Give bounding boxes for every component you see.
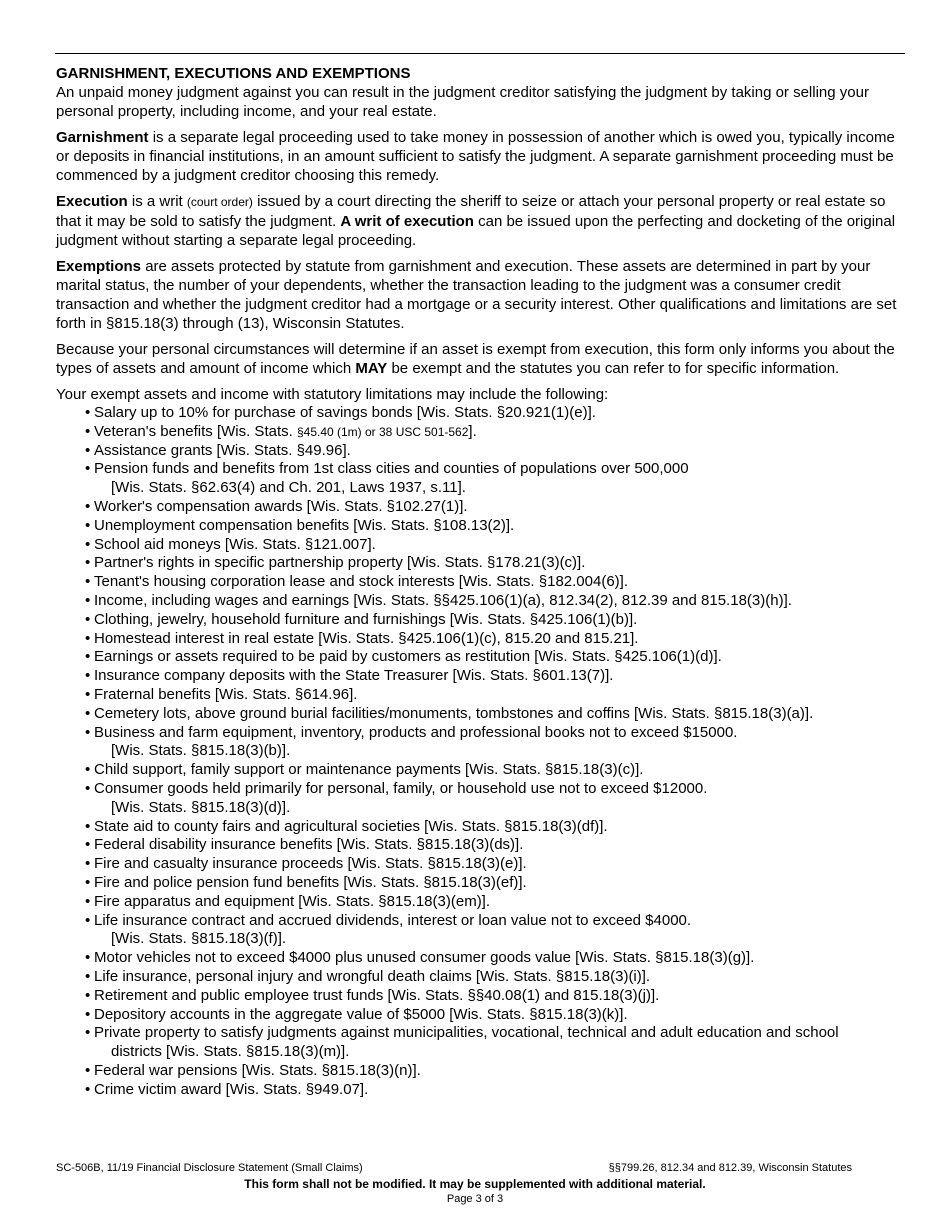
execution-text-b: issued by a court directing the sheriff to seize or attach your personal property or real estate so that it may be sold to satisfy the judgment. <box>56 193 886 230</box>
writ-term: A writ of execution <box>340 213 474 230</box>
section-title: GARNISHMENT, EXECUTIONS AND EXEMPTIONS <box>56 65 411 82</box>
list-item-small-text: §45.40 (1m) or 38 USC 501-562 <box>296 424 469 439</box>
list-item-text: Homestead interest in real estate [Wis. Stats. §425.106(1)(c), 815.20 and 815.21]. <box>94 629 639 647</box>
list-item <box>85 818 904 837</box>
list-item <box>85 667 904 686</box>
bullet-icon: • <box>85 667 91 685</box>
list-intro: Your exempt assets and income with statutory limitations may include the following: <box>56 386 609 403</box>
list-item-continuation: districts [Wis. Stats. §815.18(3)(m)]. <box>111 1043 350 1061</box>
list-item <box>85 912 904 950</box>
bullet-icon: • <box>85 497 91 515</box>
list-item <box>85 517 904 536</box>
list-item <box>85 554 904 573</box>
list-item-text: Motor vehicles not to exceed $4000 plus unused consumer goods value [Wis. Stats. §815.18(3)(g)]. <box>94 949 755 967</box>
bullet-icon: • <box>85 1061 91 1079</box>
list-item-continuation: [Wis. Stats. §815.18(3)(d)]. <box>111 798 291 816</box>
list-item <box>85 1062 904 1081</box>
list-item-text: Private property to satisfy judgments against municipalities, vocational, technical and adult education and school <box>94 1024 839 1042</box>
bullet-icon: • <box>85 723 91 741</box>
list-item-text: Insurance company deposits with the State Treasurer [Wis. Stats. §601.13(7)]. <box>94 667 614 685</box>
list-item-text: Earnings or assets required to be paid by customers as restitution [Wis. Stats. §425.106(1)(d)]. <box>94 648 722 666</box>
exemptions-paragraph <box>56 257 904 333</box>
list-item-text: Fire and police pension fund benefits [Wis. Stats. §815.18(3)(ef)]. <box>94 873 527 891</box>
list-item-continuation: [Wis. Stats. §62.63(4) and Ch. 201, Laws 1937, s.11]. <box>111 479 466 497</box>
garnishment-paragraph <box>56 128 904 185</box>
bullet-icon: • <box>85 610 91 628</box>
bullet-icon: • <box>85 422 91 440</box>
list-item <box>85 686 904 705</box>
list-item-text: Fire and casualty insurance proceeds [Wis. Stats. §815.18(3)(e)]. <box>94 855 527 873</box>
bullet-icon: • <box>85 535 91 553</box>
list-item <box>85 761 904 780</box>
list-item <box>85 855 904 874</box>
list-item-text: Fire apparatus and equipment [Wis. Stats. §815.18(3)(em)]. <box>94 892 491 910</box>
list-item-text: State aid to county fairs and agricultural societies [Wis. Stats. §815.18(3)(df)]. <box>94 817 608 835</box>
list-item-text-end: ]. <box>468 422 477 440</box>
list-item-text: Assistance grants [Wis. Stats. §49.96]. <box>94 441 351 459</box>
list-item-text: Tenant's housing corporation lease and stock interests [Wis. Stats. §182.004(6)]. <box>94 573 628 591</box>
list-item-text: Worker's compensation awards [Wis. Stats. §102.27(1)]. <box>94 497 468 515</box>
list-item <box>85 1081 904 1100</box>
execution-paren: (court order) <box>186 195 253 209</box>
top-rule <box>55 53 905 54</box>
modification-notice: This form shall not be modified. It may be supplemented with additional material. <box>244 1177 706 1191</box>
list-item <box>85 404 904 423</box>
exemptions-text: are assets protected by statute from garnishment and execution. These assets are determined in part by your marital status, the number of your dependents, whether the transaction leading to the judgment was a consumer credit transaction and whether the judgment creditor had a mortgage or a security interest. Other qualifications and limitations are set forth in §815.18(3) through (13), Wisconsin Statutes. <box>56 258 897 332</box>
list-item <box>85 1006 904 1025</box>
list-item <box>85 724 904 762</box>
list-item-text: Clothing, jewelry, household furniture and furnishings [Wis. Stats. §425.106(1)(b)]. <box>94 610 638 628</box>
circumstances-text-b: be exempt and the statutes you can refer to for specific information. <box>387 360 840 377</box>
list-item-text: Life insurance, personal injury and wrongful death claims [Wis. Stats. §815.18(3)(i)]. <box>94 967 651 985</box>
list-item <box>85 1024 904 1062</box>
list-item <box>85 780 904 818</box>
list-item-text: Business and farm equipment, inventory, products and professional books not to exceed $15000. <box>94 723 738 741</box>
list-item <box>85 949 904 968</box>
list-item-text: Life insurance contract and accrued dividends, interest or loan value not to exceed $4000. <box>94 911 692 929</box>
list-item <box>85 498 904 517</box>
list-item <box>85 987 904 1006</box>
bullet-icon: • <box>85 836 91 854</box>
list-item <box>85 874 904 893</box>
bullet-icon: • <box>85 1005 91 1023</box>
list-item <box>85 630 904 649</box>
list-item-text: Federal disability insurance benefits [Wis. Stats. §815.18(3)(ds)]. <box>94 836 524 854</box>
bullet-icon: • <box>85 1080 91 1098</box>
list-item-text: Cemetery lots, above ground burial facilities/monuments, tombstones and coffins [Wis. Stats. §815.18(3)(a)]. <box>94 704 814 722</box>
list-item-text: Fraternal benefits [Wis. Stats. §614.96]. <box>94 685 358 703</box>
list-item-text: School aid moneys [Wis. Stats. §121.007]. <box>94 535 376 553</box>
list-item <box>85 573 904 592</box>
circumstances-text-a: Because your personal circumstances will determine if an asset is exempt from execution, this form only informs you about the types of assets and amount of income which <box>56 341 895 377</box>
garnishment-term: Garnishment <box>56 129 149 146</box>
bullet-icon: • <box>85 648 91 666</box>
bullet-icon: • <box>85 404 91 421</box>
list-item-text: Depository accounts in the aggregate value of $5000 [Wis. Stats. §815.18(3)(k)]. <box>94 1005 628 1023</box>
bullet-icon: • <box>85 1024 91 1042</box>
bullet-icon: • <box>85 967 91 985</box>
execution-paragraph <box>56 192 904 250</box>
list-item <box>85 836 904 855</box>
bullet-icon: • <box>85 779 91 797</box>
bullet-icon: • <box>85 441 91 459</box>
bullet-icon: • <box>85 892 91 910</box>
bullet-icon: • <box>85 873 91 891</box>
bullet-icon: • <box>85 986 91 1004</box>
bullet-icon: • <box>85 911 91 929</box>
list-item <box>85 423 904 442</box>
exempt-assets-list <box>56 404 904 1099</box>
bullet-icon: • <box>85 460 91 478</box>
circumstances-paragraph <box>56 340 904 378</box>
list-item-text: Unemployment compensation benefits [Wis. Stats. §108.13(2)]. <box>94 516 515 534</box>
list-item-continuation: [Wis. Stats. §815.18(3)(f)]. <box>111 930 287 948</box>
list-item-text: Salary up to 10% for purchase of savings bonds [Wis. Stats. §20.921(1)(e)]. <box>94 404 596 421</box>
may-emphasis: MAY <box>355 360 388 377</box>
bullet-icon: • <box>85 855 91 873</box>
bullet-icon: • <box>85 554 91 572</box>
bullet-icon: • <box>85 573 91 591</box>
bullet-icon: • <box>85 591 91 609</box>
list-item-text: Partner's rights in specific partnership property [Wis. Stats. §178.21(3)(c)]. <box>94 554 586 572</box>
list-item-text: Child support, family support or maintenance payments [Wis. Stats. §815.18(3)(c)]. <box>94 761 644 779</box>
page-number: Page 3 of 3 <box>446 1193 504 1205</box>
exemptions-term: Exemptions <box>56 258 142 275</box>
bullet-icon: • <box>85 704 91 722</box>
bullet-icon: • <box>85 761 91 779</box>
list-item <box>85 442 904 461</box>
statute-reference: §§799.26, 812.34 and 812.39, Wisconsin Statutes <box>608 1162 852 1174</box>
execution-text-c: can be issued upon the perfecting and docketing of the original judgment without starting a separate legal proceeding. <box>56 213 896 249</box>
list-item-text: Consumer goods held primarily for personal, family, or household use not to exceed $12000. <box>94 779 708 797</box>
intro-paragraph: An unpaid money judgment against you can result in the judgment creditor satisfying the judgment by taking or selling your personal property, including income, and your real estate. <box>56 84 869 120</box>
garnishment-text: is a separate legal proceeding used to take money in possession of another which is owed you, typically income or deposits in financial institutions, in an amount sufficient to satisfy the judgment. A separate garnishment proceeding must be commenced by a judgment creditor choosing this remedy. <box>56 129 895 184</box>
bullet-icon: • <box>85 817 91 835</box>
list-item-text: Income, including wages and earnings [Wis. Stats. §§425.106(1)(a), 812.34(2), 812.39 and 815.18(3)(h)]. <box>94 591 792 609</box>
execution-term: Execution <box>56 193 128 210</box>
list-item <box>85 536 904 555</box>
list-item <box>85 592 904 611</box>
bullet-icon: • <box>85 685 91 703</box>
form-identifier: SC-506B, 11/19 Financial Disclosure Statement (Small Claims) <box>56 1162 363 1174</box>
list-item-continuation: [Wis. Stats. §815.18(3)(b)]. <box>111 742 291 760</box>
bullet-icon: • <box>85 516 91 534</box>
list-item <box>85 460 904 498</box>
bullet-icon: • <box>85 949 91 967</box>
list-item <box>85 648 904 667</box>
execution-text-a: is a writ <box>127 193 187 210</box>
list-item-text: Retirement and public employee trust funds [Wis. Stats. §§40.08(1) and 815.18(3)(j)]. <box>94 986 660 1004</box>
list-item <box>85 893 904 912</box>
list-item-text: Crime victim award [Wis. Stats. §949.07]. <box>94 1080 369 1098</box>
list-item-text: Veteran's benefits [Wis. Stats. <box>94 422 297 440</box>
list-item <box>85 611 904 630</box>
list-item <box>85 968 904 987</box>
list-item-text: Federal war pensions [Wis. Stats. §815.18(3)(n)]. <box>94 1061 421 1079</box>
document-body <box>56 64 904 1099</box>
list-item <box>85 705 904 724</box>
bullet-icon: • <box>85 629 91 647</box>
list-item-text: Pension funds and benefits from 1st class cities and counties of populations over 500,000 <box>94 460 689 478</box>
